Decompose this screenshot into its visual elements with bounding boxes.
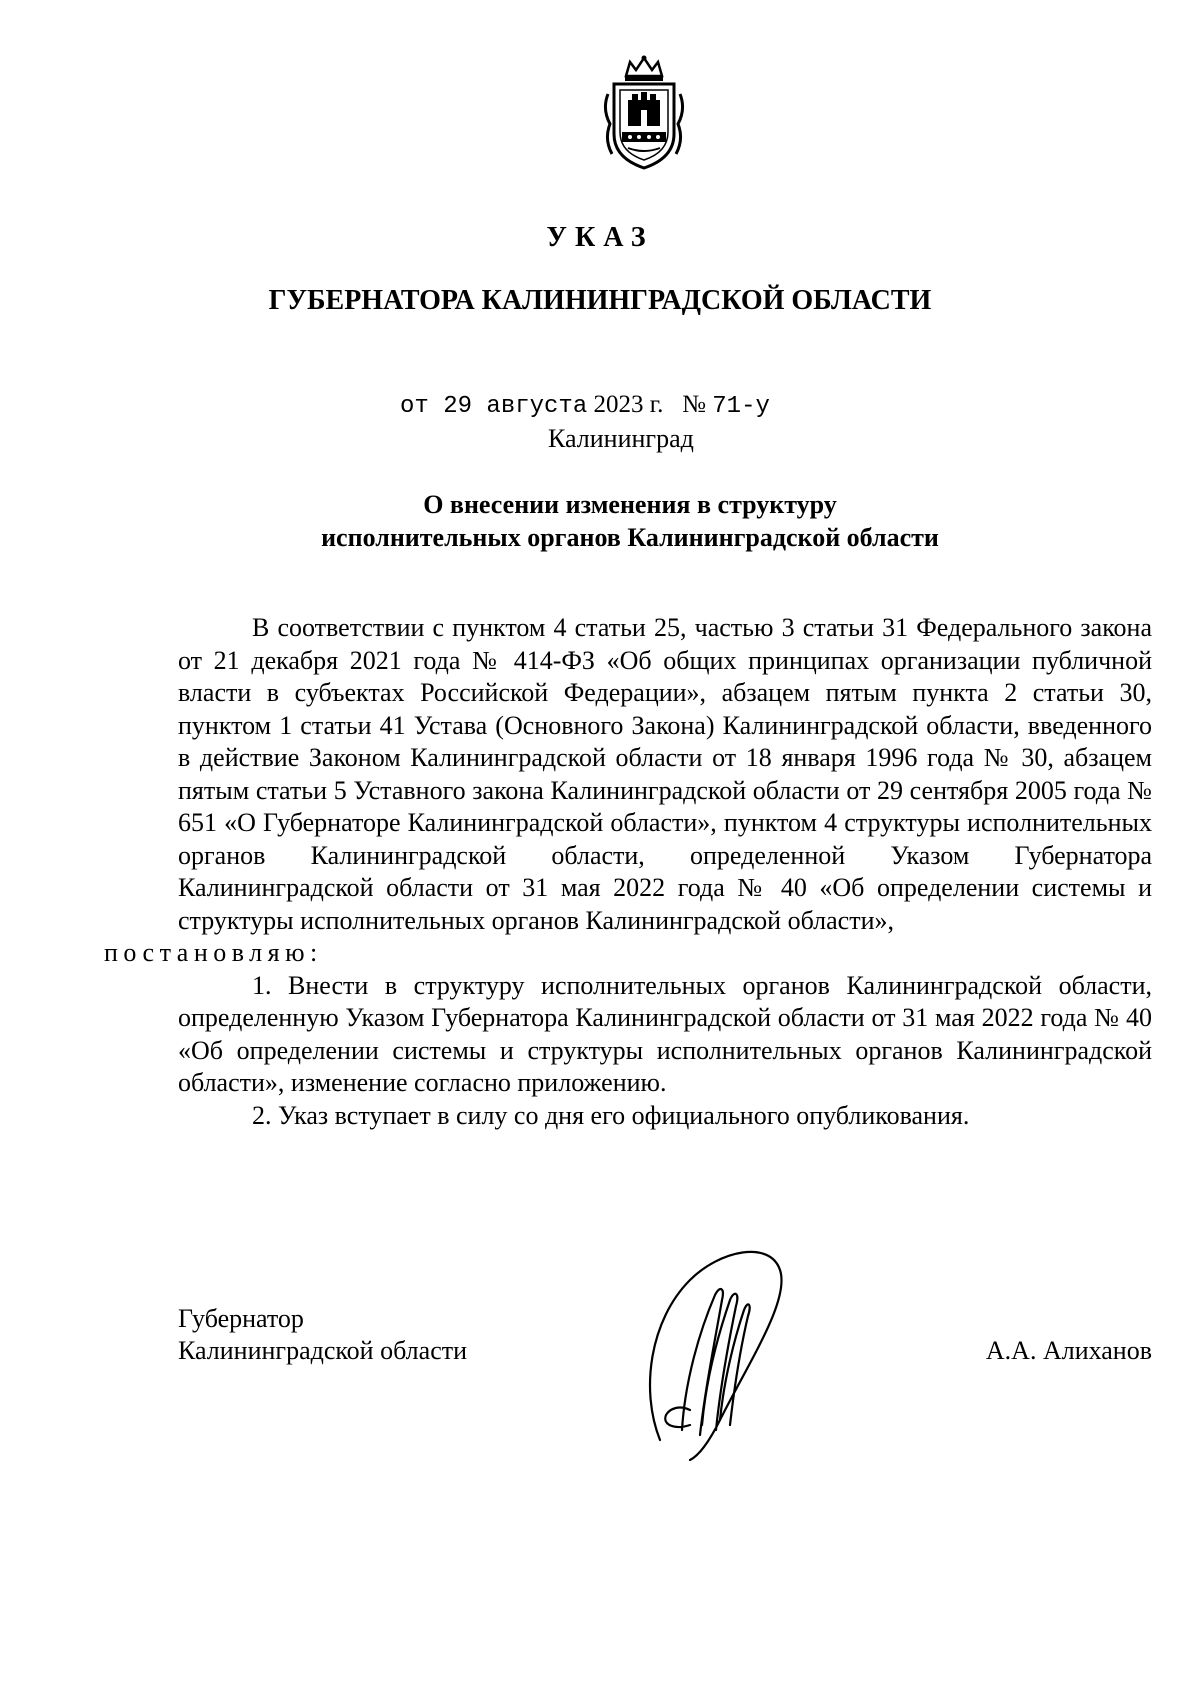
handwritten-signature: [630, 1240, 800, 1470]
subject-line-1: О внесении изменения в структуру: [423, 490, 837, 519]
city: Калининград: [548, 424, 694, 453]
date-line: [400, 391, 770, 420]
date-year: 2023 г.: [593, 391, 664, 418]
subject-line-2: исполнительных органов Калининградской области: [321, 523, 939, 552]
coat-of-arms-icon: [598, 54, 690, 172]
document-issuer: ГУБЕРНАТОРА КАЛИНИНГРАДСКОЙ ОБЛАСТИ: [268, 285, 932, 316]
signer-role-line-1: Губернатор: [178, 1304, 304, 1333]
decree-word: постановляю:: [104, 938, 323, 967]
number-sign: №: [682, 391, 707, 418]
preamble-paragraph: [104, 612, 1152, 970]
signer-name: А.А. Алиханов: [985, 1336, 1152, 1365]
document-subject: [0, 488, 1200, 554]
decree-number: 71-у: [712, 393, 770, 420]
signer-role-line-2: Калининградской области: [178, 1336, 468, 1365]
item-2: 2. Указ вступает в силу со дня его официального опубликования.: [252, 1100, 970, 1130]
document-body: [104, 612, 1152, 1132]
signer-position: [178, 1303, 467, 1367]
document-title: УКАЗ: [546, 222, 654, 253]
item-1: 1. Внести в структуру исполнительных органов Калининградской области, определенную Указом Губернатора Калининградской области от 31 мая 2022 года № 40 «Об определении системы и структуры исполнительных органов Калининградской области», изменение согласно приложению.: [178, 970, 1152, 1097]
preamble-text: В соответствии с пунктом 4 статьи 25, частью 3 статьи 31 Федерального закона от 21 декабря 2021 года № 414-ФЗ «Об общих принципах организации публичной власти в субъектах Российской Федерации», абзацем пятым пункта 2 статьи 30, пунктом 1 статьи 41 Устава (Основного Закона) Калининградской области, введенного в действие Законом Калининградской области от 18 января 1996 года № 30, абзацем пятым статьи 5 Уставного закона Калининградской области от 29 сентября 2005 года № 651 «О Губернаторе Калининградской области», пунктом 4 структуры исполнительных органов Калининградской области, определенной Указом Губернатора Калининградской области от 31 мая 2022 года № 40 «Об определении системы и структуры исполнительных органов Калининградской области»,: [178, 613, 1152, 935]
date-prefix: от 29 августа: [400, 393, 588, 420]
